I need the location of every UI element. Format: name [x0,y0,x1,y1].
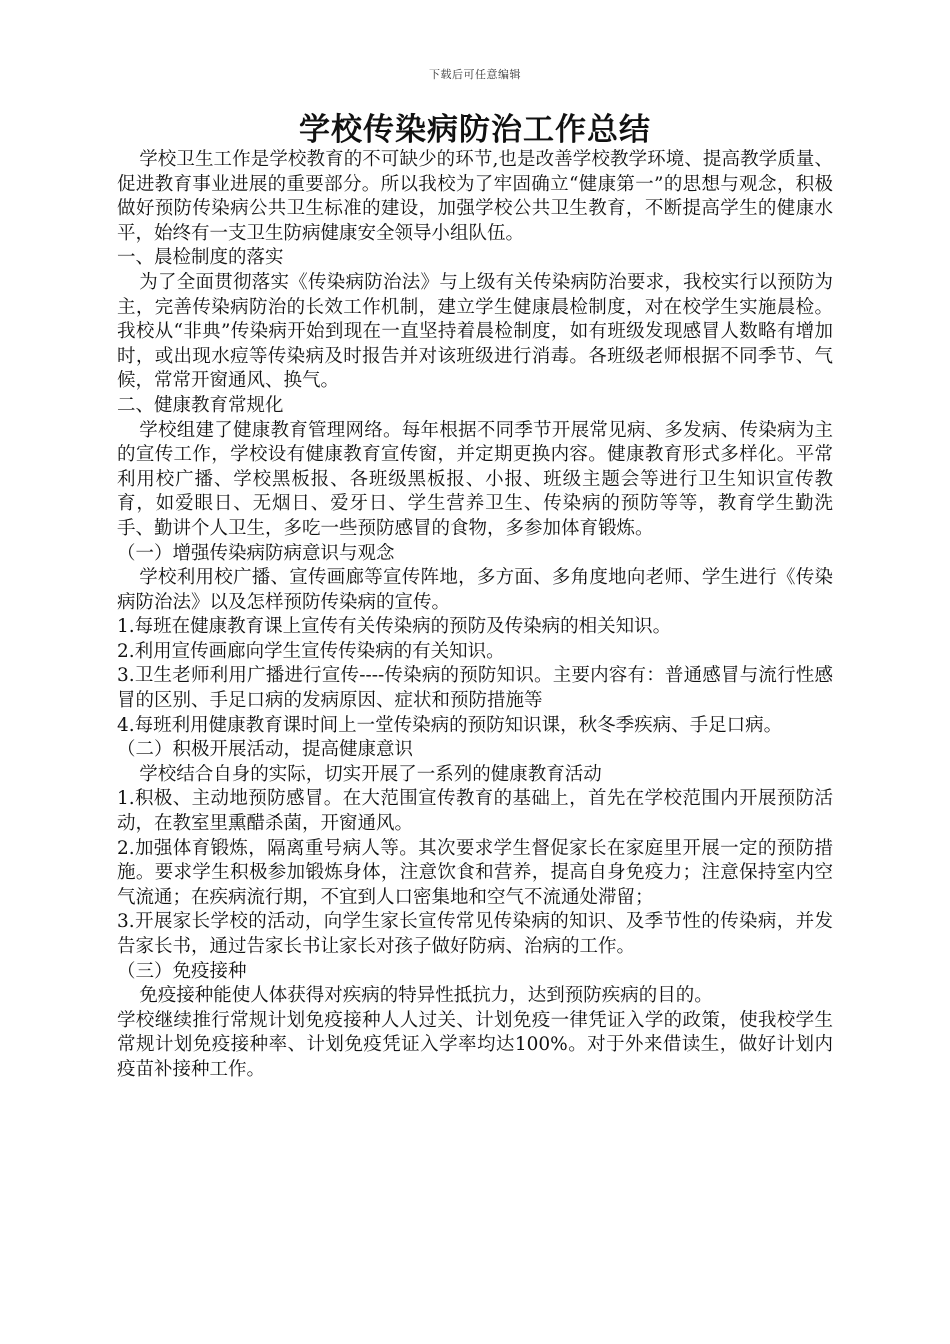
paragraph-immunization: 免疫接种能使人体获得对疾病的特异性抵抗力，达到预防疾病的目的。 [139,985,713,1007]
subsection-heading-1: （一）增强传染病防病意识与观念 [117,542,395,564]
section-heading-2: 二、健康教育常规化 [117,394,284,416]
subsection-heading-2: （二）积极开展活动，提高健康意识 [117,739,414,761]
paragraph-immunization-policy: 学校继续推行常规计划免疫接种人人过关、计划免疫一律凭证入学的政策，使我校学生常规计划免疫接种率、计划免疫凭证入学率均达100%。对于外来借读生，做好计划内疫苗补接种工作。 [117,1009,833,1080]
header-note: 下载后可任意编辑 [429,68,521,81]
list-item: 2.加强体育锻炼，隔离重号病人等。其次要求学生督促家长在家庭里开展一定的预防措施。要求学生积极参加锻炼身体，注意饮食和营养，提高自身免疫力；注意保持室内空气流通；在疾病流行期，不宜到人口密集地和空气不流通处滞留； [117,837,833,908]
paragraph-intro: 学校卫生工作是学校教育的不可缺少的环节,也是改善学校教学环境、提高教学质量、促进教育事业进展的重要部分。所以我校为了牢固确立“健康第一”的思想与观念，积极做好预防传染病公共卫生标准的建设，加强学校公共卫生教育，不断提高学生的健康水平，始终有一支卫生防病健康安全领导小组队伍。 [117,149,833,244]
subsection-heading-3: （三）免疫接种 [117,960,247,982]
list-item: 4.每班利用健康教育课时间上一堂传染病的预防知识课，秋冬季疾病、手足口病。 [117,714,783,736]
list-item: 3.开展家长学校的活动，向学生家长宣传常见传染病的知识、及季节性的传染病，并发告家长书，通过告家长书让家长对孩子做好防病、治病的工作。 [117,911,833,957]
document-body [117,148,833,1083]
list-item: 1.每班在健康教育课上宣传有关传染病的预防及传染病的相关知识。 [117,616,672,638]
section-heading-1: 一、晨检制度的落实 [117,247,284,269]
paragraph-awareness: 学校利用校广播、宣传画廊等宣传阵地，多方面、多角度地向老师、学生进行《传染病防治法》以及怎样预防传染病的宣传。 [117,567,833,613]
list-item: 3.卫生老师利用广播进行宣传----传染病的预防知识。主要内容有：普通感冒与流行性感冒的区别、手足口病的发病原因、症状和预防措施等 [117,665,833,712]
paragraph-morning-check: 为了全面贯彻落实《传染病防治法》与上级有关传染病防治要求，我校实行以预防为主，完善传染病防治的长效工作机制，建立学生健康晨检制度，对在校学生实施晨检。我校从“非典”传染病开始到现在一直坚持着晨检制度，如有班级发现感冒人数略有增加时，或出现水痘等传染病及时报告并对该班级进行消毒。各班级老师根据不同季节、气候，常常开窗通风、换气。 [117,271,833,392]
paragraph-health-education: 学校组建了健康教育管理网络。每年根据不同季节开展常见病、多发病、传染病为主的宣传工作，学校设有健康教育宣传窗，并定期更换内容。健康教育形式多样化。平常利用校广播、学校黑板报、各班级黑板报、小报、班级主题会等进行卫生知识宣传教育，如爱眼日、无烟日、爱牙日、学生营养卫生、传染病的预防等等，教育学生勤洗手、勤讲个人卫生，多吃一些预防感冒的食物，多参加体育锻炼。 [117,419,833,539]
list-item: 2.利用宣传画廊向学生宣传传染病的有关知识。 [117,640,505,662]
document-title: 学校传染病防治工作总结 [299,112,651,148]
paragraph-activities: 学校结合自身的实际，切实开展了一系列的健康教育活动 [139,763,602,785]
list-item: 1.积极、主动地预防感冒。在大范围宣传教育的基础上，首先在学校范围内开展预防活动，在教室里熏醋杀菌，开窗通风。 [117,788,833,835]
